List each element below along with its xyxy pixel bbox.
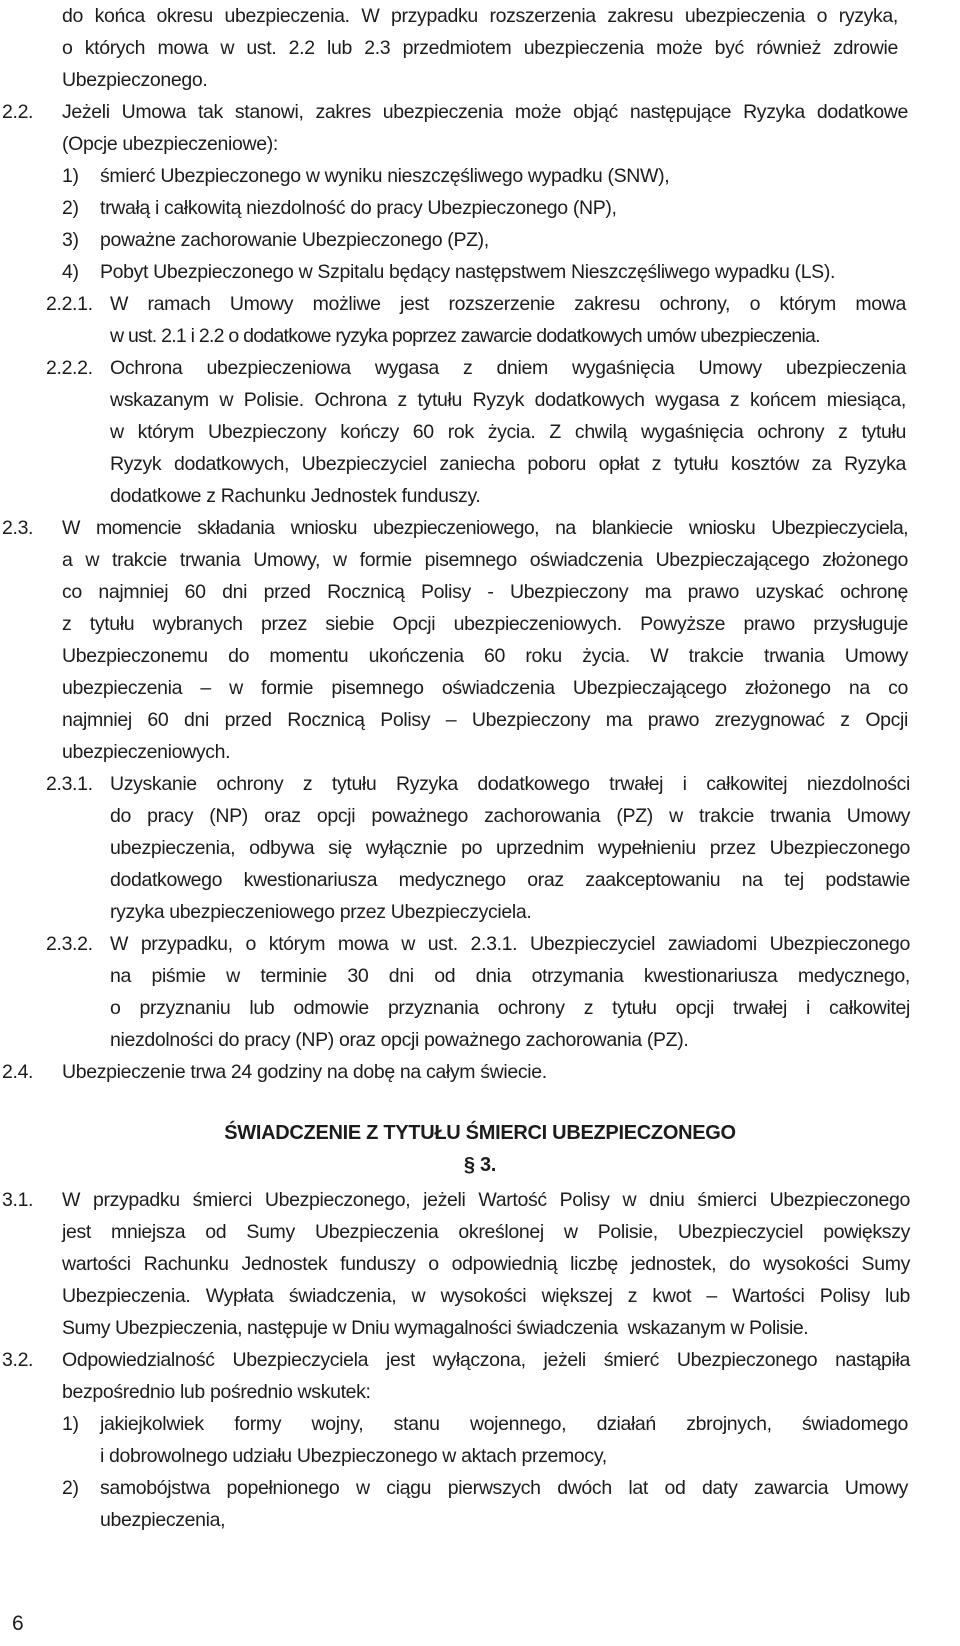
- text-line: Odpowiedzialność Ubezpieczyciela jest wyłączona, jeżeli śmierć Ubezpieczonego nastąpiła: [62, 1349, 910, 1371]
- section-number: 3.1.: [2, 1189, 34, 1211]
- list-item: jakiejkolwiek formy wojny, stanu wojennego, działań zbrojnych, świadomego: [100, 1413, 908, 1435]
- list-item: trwałą i całkowitą niezdolność do pracy Ubezpieczonego (NP),: [100, 197, 617, 219]
- section-number: 2.2.2.: [46, 357, 93, 379]
- text-line: Ochrona ubezpieczeniowa wygasa z dniem wygaśnięcia Umowy ubezpieczenia: [110, 357, 906, 379]
- text-line: wartości Rachunku Jednostek funduszy o odpowiednią liczbę jednostek, do wysokości Sumy: [62, 1253, 910, 1275]
- text-line: (Opcje ubezpieczeniowe):: [62, 133, 278, 155]
- text-line: Jeżeli Umowa tak stanowi, zakres ubezpieczenia może objąć następujące Ryzyka dodatkowe: [62, 101, 908, 123]
- list-number: 4): [62, 261, 79, 283]
- section-number: 2.2.1.: [46, 293, 93, 315]
- list-item: Pobyt Ubezpieczonego w Szpitalu będący następstwem Nieszczęśliwego wypadku (LS).: [100, 261, 836, 283]
- text-line: a w trakcie trwania Umowy, w formie pisemnego oświadczenia Ubezpieczającego złożonego: [62, 549, 908, 571]
- text-line: bezpośrednio lub pośrednio wskutek:: [62, 1381, 371, 1403]
- text-line: z tytułu wybranych przez siebie Opcji ubezpieczeniowych. Powyższe prawo przysługuje: [62, 613, 908, 635]
- text-line: Ryzyk dodatkowych, Ubezpieczyciel zaniecha poboru opłat z tytułu kosztów za Ryzyka: [110, 453, 906, 475]
- text-line: Ubezpieczenie trwa 24 godziny na dobę na całym świecie.: [62, 1061, 547, 1083]
- text-line: niezdolności do pracy (NP) oraz opcji poważnego zachorowania (PZ).: [110, 1029, 689, 1051]
- list-number: 2): [62, 1477, 79, 1499]
- text-line: dodatkowego kwestionariusza medycznego oraz zaakceptowaniu na tej podstawie: [110, 869, 910, 891]
- text-line: Ubezpieczonemu do momentu ukończenia 60 roku życia. W trakcie trwania Umowy: [62, 645, 908, 667]
- text-line: najmniej 60 dni przed Rocznicą Polisy – Ubezpieczony ma prawo zrezygnować z Opcji: [62, 709, 908, 731]
- text-line: o których mowa w ust. 2.2 lub 2.3 przedmiotem ubezpieczenia może być również zdrowie: [62, 37, 898, 59]
- text-line: w ust. 2.1 i 2.2 o dodatkowe ryzyka poprzez zawarcie dodatkowych umów ubezpieczenia.: [110, 325, 820, 347]
- list-item: ubezpieczenia,: [100, 1509, 226, 1531]
- list-item: samobójstwa popełnionego w ciągu pierwszych dwóch lat od daty zawarcia Umowy: [100, 1477, 908, 1499]
- paragraph-symbol: § 3.: [463, 1154, 497, 1176]
- list-number: 1): [62, 1413, 79, 1435]
- text-line: wskazanym w Polisie. Ochrona z tytułu Ryzyk dodatkowych wygasa z końcem miesiąca,: [110, 389, 906, 411]
- list-number: 2): [62, 197, 79, 219]
- section-number: 2.2.: [2, 101, 34, 123]
- section-number: 2.3.: [2, 517, 34, 539]
- section-number: 2.4.: [2, 1061, 34, 1083]
- text-line: dodatkowe z Rachunku Jednostek funduszy.: [110, 485, 481, 507]
- text-line: ubezpieczeniowych.: [62, 741, 231, 763]
- list-item: śmierć Ubezpieczonego w wyniku nieszczęśliwego wypadku (SNW),: [100, 165, 670, 187]
- page-number: 6: [12, 1612, 24, 1635]
- text-line: W momencie składania wniosku ubezpieczeniowego, na blankiecie wniosku Ubezpieczyciela,: [62, 517, 908, 539]
- text-line: W przypadku śmierci Ubezpieczonego, jeżeli Wartość Polisy w dniu śmierci Ubezpieczonego: [62, 1189, 910, 1211]
- list-item: poważne zachorowanie Ubezpieczonego (PZ),: [100, 229, 489, 251]
- section-heading: ŚWIADCZENIE Z TYTUŁU ŚMIERCI UBEZPIECZONEGO: [224, 1122, 736, 1144]
- text-line: Ubezpieczenia. Wypłata świadczenia, w wysokości większej z kwot – Wartości Polisy lub: [62, 1285, 910, 1307]
- text-line: na piśmie w terminie 30 dni od dnia otrzymania kwestionariusza medycznego,: [110, 965, 910, 987]
- text-line: Sumy Ubezpieczenia, następuje w Dniu wymagalności świadczenia wskazanym w Polisie.: [62, 1317, 809, 1339]
- text-line: ubezpieczenia, odbywa się wyłącznie po uprzednim wypełnieniu przez Ubezpieczonego: [110, 837, 910, 859]
- text-line: ryzyka ubezpieczeniowego przez Ubezpieczyciela.: [110, 901, 532, 923]
- section-number: 2.3.1.: [46, 773, 93, 795]
- text-line: ubezpieczenia – w formie pisemnego oświadczenia Ubezpieczającego złożonego na co: [62, 677, 908, 699]
- text-line: W przypadku, o którym mowa w ust. 2.3.1. Ubezpieczyciel zawiadomi Ubezpieczonego: [110, 933, 910, 955]
- text-line: do końca okresu ubezpieczenia. W przypadku rozszerzenia zakresu ubezpieczenia o ryzyka,: [62, 5, 898, 27]
- text-line: o przyznaniu lub odmowie przyznania ochrony z tytułu opcji trwałej i całkowitej: [110, 997, 910, 1019]
- text-line: co najmniej 60 dni przed Rocznicą Polisy - Ubezpieczony ma prawo uzyskać ochronę: [62, 581, 908, 603]
- text-line: w którym Ubezpieczony kończy 60 rok życia. Z chwilą wygaśnięcia ochrony z tytułu: [110, 421, 906, 443]
- section-number: 3.2.: [2, 1349, 34, 1371]
- text-line: Ubezpieczonego.: [62, 69, 208, 91]
- list-item: i dobrowolnego udziału Ubezpieczonego w aktach przemocy,: [100, 1445, 607, 1467]
- text-line: do pracy (NP) oraz opcji poważnego zachorowania (PZ) w trakcie trwania Umowy: [110, 805, 910, 827]
- text-line: Uzyskanie ochrony z tytułu Ryzyka dodatkowego trwałej i całkowitej niezdolności: [110, 773, 910, 795]
- text-line: jest mniejsza od Sumy Ubezpieczenia określonej w Polisie, Ubezpieczyciel powiększy: [62, 1221, 910, 1243]
- list-number: 3): [62, 229, 79, 251]
- section-number: 2.3.2.: [46, 933, 93, 955]
- text-line: W ramach Umowy możliwe jest rozszerzenie zakresu ochrony, o którym mowa: [110, 293, 906, 315]
- list-number: 1): [62, 165, 79, 187]
